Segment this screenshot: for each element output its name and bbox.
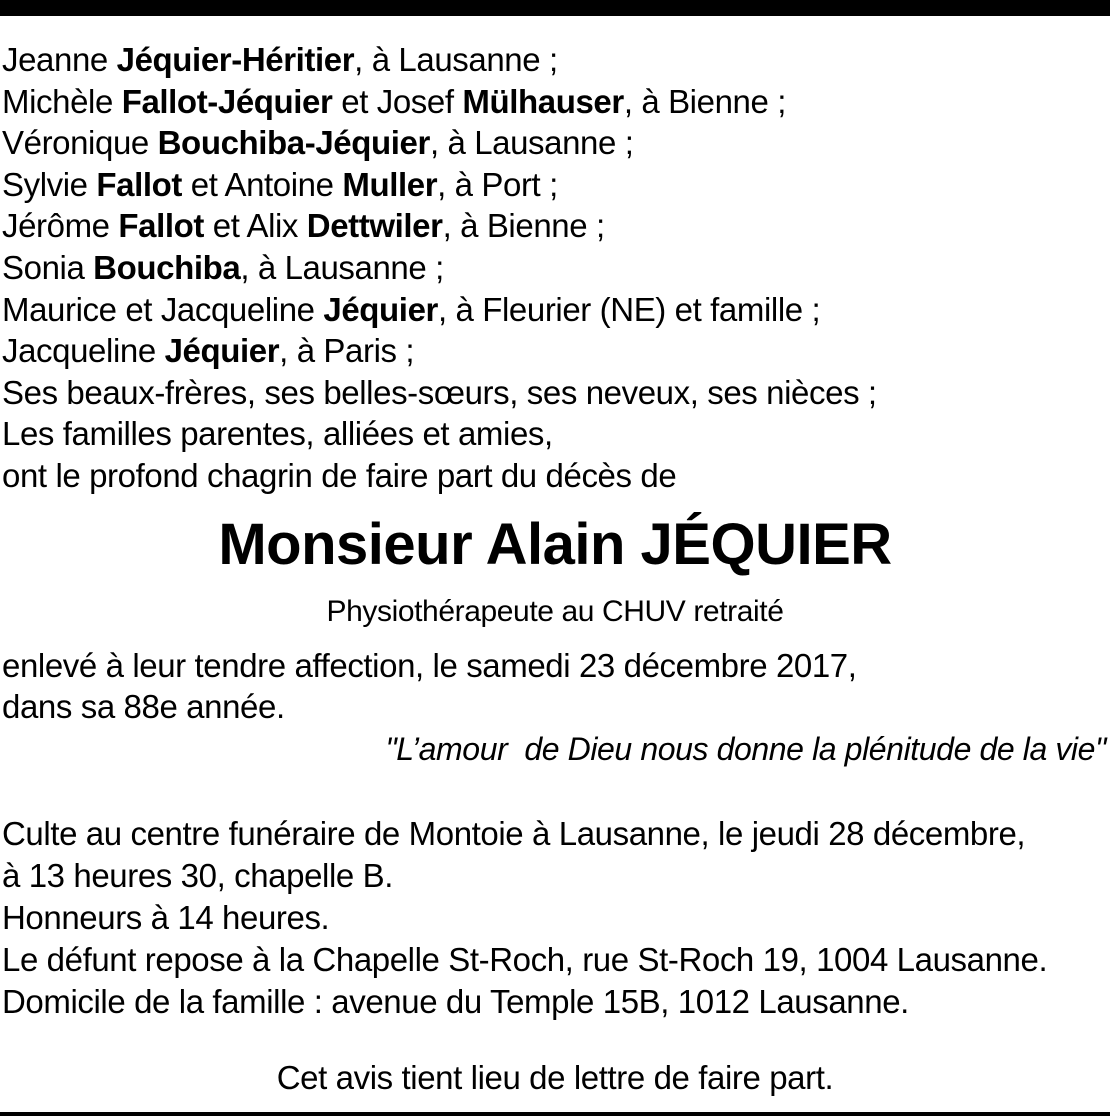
family-text: Jérôme xyxy=(2,207,119,245)
family-text: Les familles parentes, alliées et amies, xyxy=(2,415,553,453)
family-surname: Dettwiler xyxy=(306,207,443,245)
ceremony-line: Le défunt repose à la Chapelle St-Roch, rue St-Roch 19, 1004 Lausanne. xyxy=(2,941,1048,978)
family-text: et Alix xyxy=(204,207,307,245)
family-line xyxy=(2,372,1102,414)
family-surname: Fallot-Jéquier xyxy=(121,82,333,120)
family-line xyxy=(2,455,1102,497)
family-surname: Jéquier xyxy=(323,290,438,328)
family-line xyxy=(2,247,1102,289)
family-text: , à Lausanne ; xyxy=(240,248,444,286)
deceased-name: Monsieur Alain JÉQUIER xyxy=(218,512,892,577)
family-text: , à Bienne ; xyxy=(442,207,605,245)
family-list xyxy=(2,39,1102,497)
deceased-title: Physiothérapeute au CHUV retraité xyxy=(326,595,784,628)
family-text: , à Lausanne ; xyxy=(354,41,558,78)
family-line xyxy=(2,164,1102,206)
family-text: Sylvie xyxy=(2,165,97,203)
family-surname: Fallot xyxy=(96,165,183,203)
family-text: Jacqueline xyxy=(2,332,165,370)
family-text: Jeanne xyxy=(2,41,117,78)
family-text: , à Lausanne ; xyxy=(429,124,634,162)
death-line: dans sa 88e année. xyxy=(2,688,285,725)
family-surname: Jéquier-Héritier xyxy=(116,41,355,78)
family-text: Sonia xyxy=(2,248,94,286)
family-text: ont le profond chagrin de faire part du décès de xyxy=(2,456,677,494)
ceremony-details xyxy=(2,813,1102,1023)
family-line xyxy=(2,122,1102,164)
family-surname: Bouchiba-Jéquier xyxy=(157,124,430,162)
family-line xyxy=(2,289,1102,331)
ceremony-line: Culte au centre funéraire de Montoie à Lausanne, le jeudi 28 décembre, xyxy=(2,815,1026,852)
family-surname: Jéquier xyxy=(164,332,280,370)
family-text: Ses beaux-frères, ses belles-sœurs, ses neveux, ses nièces ; xyxy=(2,373,877,411)
bottom-border-rule xyxy=(0,1112,1110,1116)
family-text: , à Bienne ; xyxy=(623,82,786,120)
family-text: et Antoine xyxy=(182,165,343,203)
family-line xyxy=(2,330,1102,372)
ceremony-line: Honneurs à 14 heures. xyxy=(2,899,330,936)
family-text: Maurice et Jacqueline xyxy=(2,290,324,328)
family-line xyxy=(2,39,1102,81)
memorial-quote: "L’amour de Dieu nous donne la plénitude de la vie" xyxy=(385,731,1106,767)
family-surname: Mülhauser xyxy=(462,82,624,120)
family-line xyxy=(2,413,1102,455)
ceremony-line: à 13 heures 30, chapelle B. xyxy=(2,857,393,894)
ceremony-line: Domicile de la famille : avenue du Temple 15B, 1012 Lausanne. xyxy=(2,983,909,1020)
family-line xyxy=(2,205,1102,247)
closing-note: Cet avis tient lieu de lettre de faire part. xyxy=(276,1059,834,1096)
family-surname: Muller xyxy=(342,165,438,203)
family-text: , à Port ; xyxy=(437,165,558,203)
death-line: enlevé à leur tendre affection, le samedi 23 décembre 2017, xyxy=(2,647,857,684)
family-surname: Fallot xyxy=(118,207,205,245)
top-border-rule xyxy=(0,0,1110,16)
family-text: , à Paris ; xyxy=(279,332,415,370)
family-text: et Josef xyxy=(332,82,463,120)
family-text: Véronique xyxy=(2,124,158,162)
family-surname: Bouchiba xyxy=(93,248,241,286)
family-line xyxy=(2,81,1102,123)
family-text: Michèle xyxy=(2,82,122,120)
family-text: , à Fleurier (NE) et famille ; xyxy=(437,290,821,328)
death-notice xyxy=(2,645,1102,727)
